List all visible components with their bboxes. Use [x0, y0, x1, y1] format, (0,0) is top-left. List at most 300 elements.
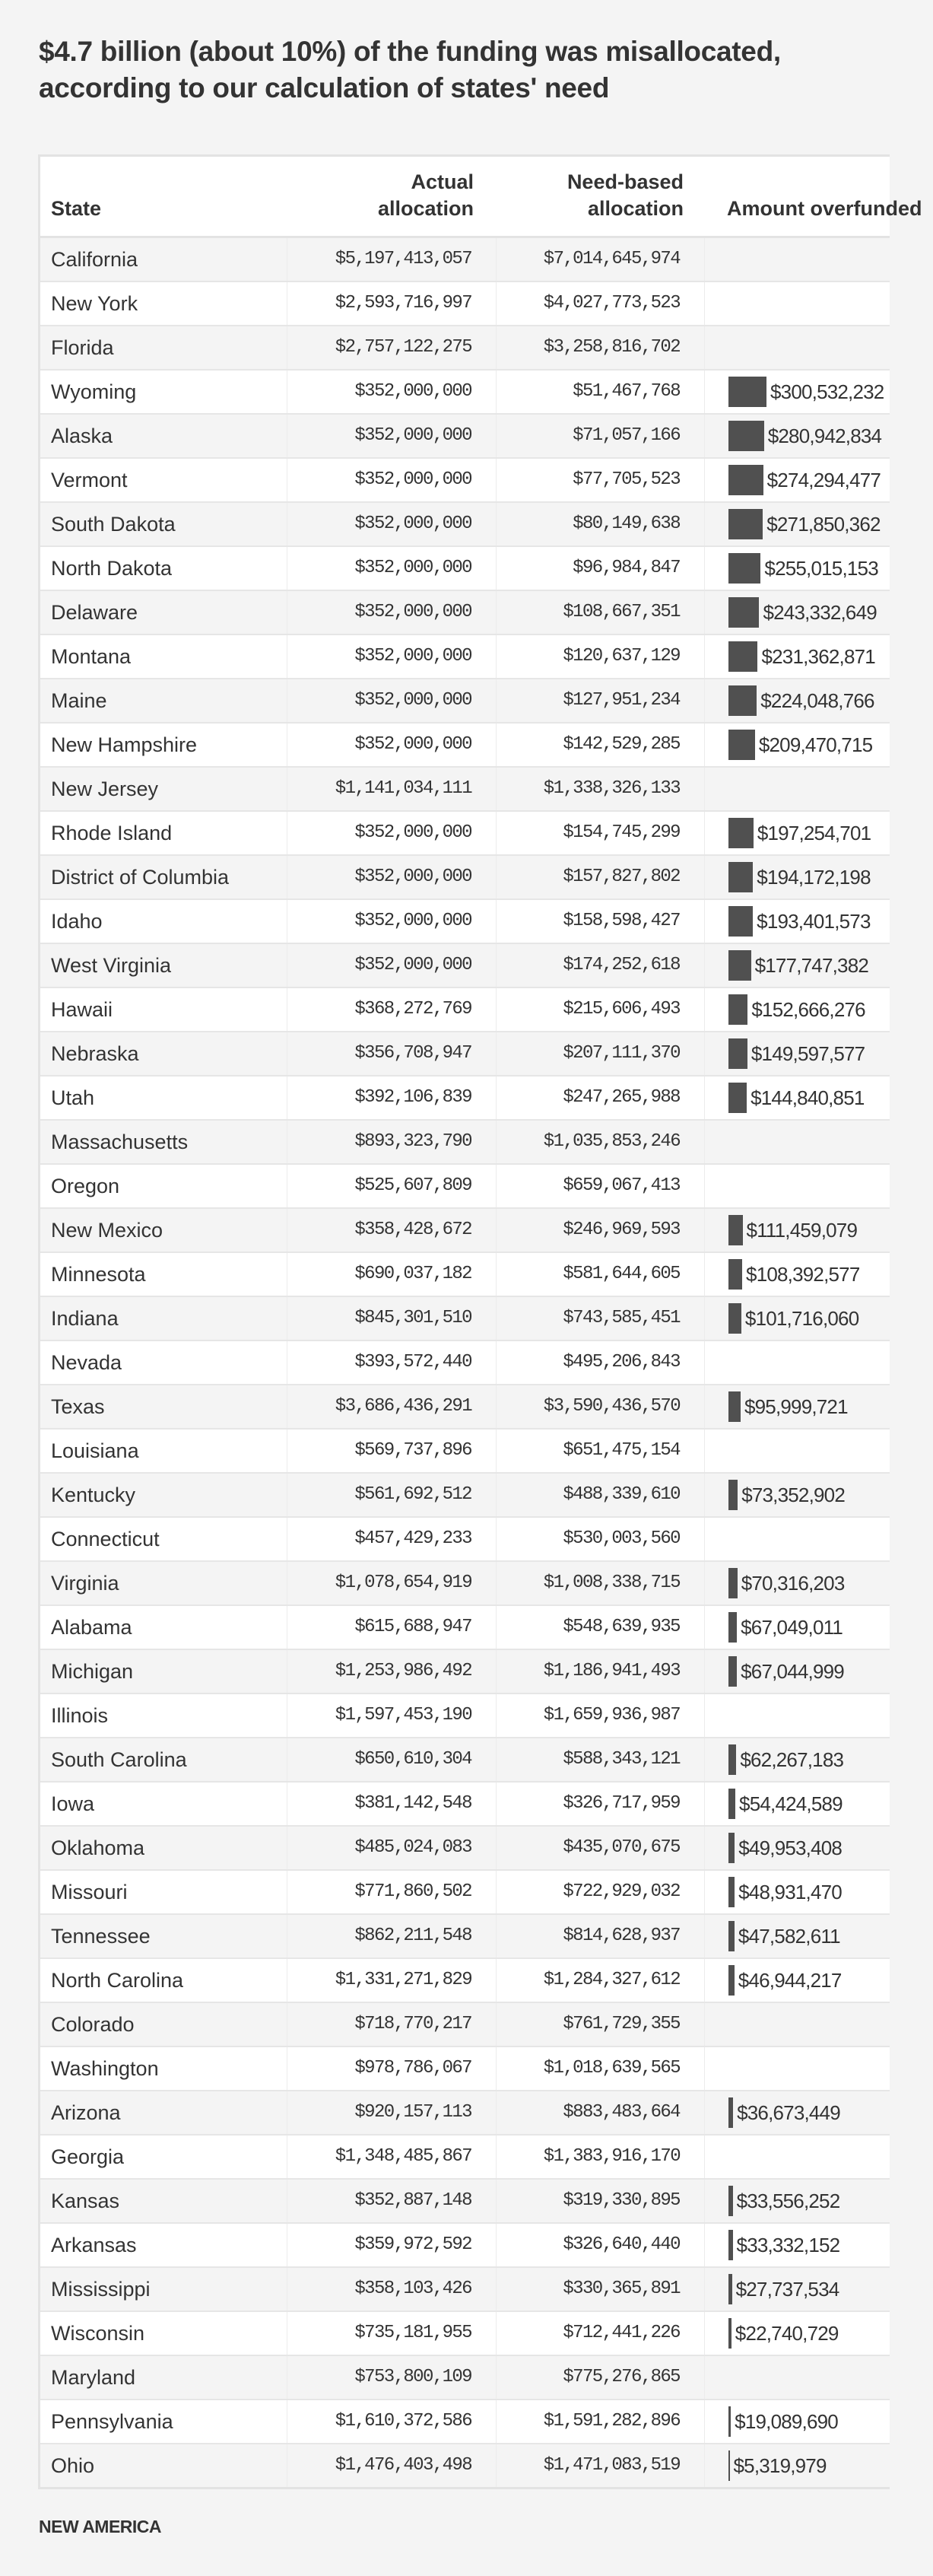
cell-need-based-allocation: $435,070,675: [497, 1827, 705, 1869]
table-row: [40, 2091, 890, 2136]
cell-actual-allocation: $352,887,148: [287, 2180, 497, 2222]
cell-actual-allocation: $690,037,182: [287, 1253, 497, 1296]
overfunded-value-label: $271,850,362: [766, 513, 881, 536]
table-header: [40, 157, 922, 238]
cell-state: Kansas: [40, 2180, 287, 2222]
overfunded-value-label: $224,048,766: [760, 689, 874, 712]
cell-need-based-allocation: $488,339,610: [497, 1474, 705, 1516]
overfunded-bar: [728, 1656, 737, 1687]
table-row: [40, 2180, 890, 2224]
column-header-actual-allocation[interactable]: [378, 169, 474, 222]
cell-need-based-allocation: $326,640,440: [497, 2224, 705, 2266]
cell-actual-allocation: $615,688,947: [287, 1606, 497, 1649]
overfunded-bar: [728, 1038, 747, 1069]
cell-need-based-allocation: $319,330,895: [497, 2180, 705, 2222]
overfunded-value-label: $177,747,382: [754, 954, 869, 977]
overfunded-value-label: $280,942,834: [767, 425, 882, 447]
cell-actual-allocation: $352,000,000: [287, 415, 497, 457]
overfunded-value-label: $111,459,079: [746, 1219, 858, 1242]
table-row: [40, 2003, 890, 2047]
cell-state: Illinois: [40, 1694, 287, 1737]
cell-need-based-allocation: $743,585,451: [497, 1297, 705, 1340]
cell-state: Pennsylvania: [40, 2400, 287, 2443]
cell-amount-overfunded: [705, 812, 933, 854]
cell-need-based-allocation: $1,008,338,715: [497, 1562, 705, 1604]
overfunded-bar: [728, 950, 751, 981]
cell-state: New Hampshire: [40, 724, 287, 766]
cell-amount-overfunded: [705, 2400, 933, 2443]
allocation-table: [38, 154, 922, 2489]
overfunded-value-label: $108,392,577: [746, 1263, 860, 1286]
table-row: [40, 2224, 890, 2268]
cell-state: Connecticut: [40, 1518, 287, 1560]
cell-state: Washington: [40, 2047, 287, 2090]
table-row: [40, 1562, 890, 1606]
cell-actual-allocation: $735,181,955: [287, 2312, 497, 2355]
cell-actual-allocation: $569,737,896: [287, 1430, 497, 1472]
column-header-actual-line1: Actual: [411, 170, 474, 193]
overfunded-value-label: $231,362,871: [761, 645, 875, 668]
cell-amount-overfunded: [705, 1385, 933, 1428]
cell-amount-overfunded: [705, 2312, 933, 2355]
overfunded-value-label: $149,597,577: [751, 1042, 865, 1065]
cell-state: Missouri: [40, 1871, 287, 1913]
cell-need-based-allocation: $330,365,891: [497, 2268, 705, 2310]
cell-amount-overfunded: [705, 2268, 933, 2310]
overfunded-value-label: $95,999,721: [744, 1395, 848, 1418]
overfunded-bar: [728, 1083, 747, 1113]
overfunded-bar: [728, 2097, 733, 2128]
cell-amount-overfunded: [705, 1650, 933, 1693]
cell-actual-allocation: $358,428,672: [287, 1209, 497, 1251]
cell-amount-overfunded: [705, 370, 933, 413]
overfunded-value-label: $27,737,534: [735, 2278, 839, 2301]
cell-amount-overfunded: [705, 238, 933, 281]
column-header-need-line2: allocation: [587, 197, 684, 220]
cell-amount-overfunded: [705, 1783, 933, 1825]
cell-state: Oklahoma: [40, 1827, 287, 1869]
cell-need-based-allocation: $215,606,493: [497, 988, 705, 1031]
cell-amount-overfunded: [705, 1430, 933, 1472]
cell-need-based-allocation: $246,969,593: [497, 1209, 705, 1251]
chart-title: $4.7 billion (about 10%) of the funding was misallocated, according to our calculation of states' need: [39, 36, 781, 103]
cell-need-based-allocation: $581,644,605: [497, 1253, 705, 1296]
overfunded-value-label: $47,582,611: [738, 1925, 840, 1948]
cell-state: Louisiana: [40, 1430, 287, 1472]
table-row: [40, 768, 890, 812]
table-row: [40, 2268, 890, 2312]
cell-need-based-allocation: $174,252,618: [497, 944, 705, 987]
table-row: [40, 635, 890, 679]
cell-state: Nevada: [40, 1341, 287, 1384]
cell-state: Oregon: [40, 1165, 287, 1207]
cell-amount-overfunded: [705, 415, 933, 457]
overfunded-bar: [728, 1877, 735, 1907]
cell-amount-overfunded: [705, 1606, 933, 1649]
overfunded-value-label: $300,532,232: [770, 380, 884, 403]
cell-actual-allocation: $368,272,769: [287, 988, 497, 1031]
cell-need-based-allocation: $1,383,916,170: [497, 2136, 705, 2178]
cell-state: New York: [40, 282, 287, 325]
cell-actual-allocation: $392,106,839: [287, 1077, 497, 1119]
cell-amount-overfunded: [705, 1827, 933, 1869]
cell-state: Arkansas: [40, 2224, 287, 2266]
cell-actual-allocation: $352,000,000: [287, 591, 497, 634]
cell-amount-overfunded: [705, 326, 933, 369]
overfunded-bar: [728, 1744, 736, 1775]
cell-actual-allocation: $356,708,947: [287, 1032, 497, 1075]
table-row: [40, 547, 890, 591]
cell-need-based-allocation: $207,111,370: [497, 1032, 705, 1075]
table-row: [40, 1959, 890, 2003]
cell-need-based-allocation: $1,284,327,612: [497, 1959, 705, 2002]
cell-need-based-allocation: $120,637,129: [497, 635, 705, 678]
overfunded-bar: [728, 421, 764, 451]
cell-actual-allocation: $862,211,548: [287, 1915, 497, 1957]
overfunded-bar: [728, 2450, 730, 2481]
overfunded-bar: [728, 1921, 735, 1951]
table-row: [40, 1738, 890, 1783]
table-row: [40, 1871, 890, 1915]
cell-need-based-allocation: $142,529,285: [497, 724, 705, 766]
cell-need-based-allocation: $3,590,436,570: [497, 1385, 705, 1428]
cell-state: Delaware: [40, 591, 287, 634]
cell-need-based-allocation: $548,639,935: [497, 1606, 705, 1649]
table-row: [40, 591, 890, 635]
overfunded-value-label: $49,953,408: [738, 1837, 843, 1859]
cell-actual-allocation: $2,593,716,997: [287, 282, 497, 325]
cell-amount-overfunded: [705, 1341, 933, 1384]
overfunded-bar: [728, 2318, 731, 2349]
cell-amount-overfunded: [705, 1518, 933, 1560]
cell-state: Tennessee: [40, 1915, 287, 1957]
table-row: [40, 812, 890, 856]
cell-actual-allocation: $359,972,592: [287, 2224, 497, 2266]
overfunded-bar: [728, 641, 757, 672]
table-row: [40, 944, 890, 988]
cell-state: California: [40, 238, 287, 281]
overfunded-value-label: $152,666,276: [751, 998, 865, 1021]
cell-amount-overfunded: [705, 2224, 933, 2266]
table-row: [40, 1650, 890, 1694]
cell-amount-overfunded: [705, 503, 933, 545]
table-row: [40, 1518, 890, 1562]
cell-actual-allocation: $352,000,000: [287, 679, 497, 722]
cell-amount-overfunded: [705, 2047, 933, 2090]
table-row: [40, 2312, 890, 2356]
cell-need-based-allocation: $96,984,847: [497, 547, 705, 590]
table-row: [40, 503, 890, 547]
cell-amount-overfunded: [705, 2091, 933, 2134]
cell-need-based-allocation: $154,745,299: [497, 812, 705, 854]
table-row: [40, 1032, 890, 1077]
column-header-over-label: Amount overfunded: [727, 197, 922, 220]
cell-need-based-allocation: $1,338,326,133: [497, 768, 705, 810]
cell-amount-overfunded: [705, 1915, 933, 1957]
table-row: [40, 370, 890, 415]
cell-actual-allocation: $3,686,436,291: [287, 1385, 497, 1428]
overfunded-value-label: $243,332,649: [763, 601, 877, 624]
cell-actual-allocation: $381,142,548: [287, 1783, 497, 1825]
table-row: [40, 1606, 890, 1650]
column-header-state-label: State: [51, 197, 102, 220]
cell-need-based-allocation: $326,717,959: [497, 1783, 705, 1825]
overfunded-value-label: $33,556,252: [736, 2190, 840, 2212]
cell-amount-overfunded: [705, 1165, 933, 1207]
cell-state: Minnesota: [40, 1253, 287, 1296]
cell-state: Kentucky: [40, 1474, 287, 1516]
table-row: [40, 2136, 890, 2180]
column-header-need-based-allocation[interactable]: [567, 169, 684, 222]
overfunded-bar: [728, 1789, 735, 1819]
cell-amount-overfunded: [705, 635, 933, 678]
overfunded-value-label: $144,840,851: [751, 1086, 865, 1109]
table-row: [40, 1165, 890, 1209]
cell-amount-overfunded: [705, 1959, 933, 2002]
cell-actual-allocation: $978,786,067: [287, 2047, 497, 2090]
table-row: [40, 1209, 890, 1253]
table-row: [40, 856, 890, 900]
cell-state: New Mexico: [40, 1209, 287, 1251]
cell-need-based-allocation: $157,827,802: [497, 856, 705, 898]
cell-state: Texas: [40, 1385, 287, 1428]
cell-actual-allocation: $352,000,000: [287, 856, 497, 898]
cell-amount-overfunded: [705, 282, 933, 325]
cell-amount-overfunded: [705, 679, 933, 722]
cell-actual-allocation: $1,610,372,586: [287, 2400, 497, 2443]
cell-actual-allocation: $1,078,654,919: [287, 1562, 497, 1604]
brand-logo: NEW AMERICA: [39, 2517, 162, 2536]
cell-state: Iowa: [40, 1783, 287, 1825]
cell-state: Hawaii: [40, 988, 287, 1031]
table-row: [40, 2400, 890, 2444]
overfunded-bar: [728, 906, 753, 937]
cell-state: District of Columbia: [40, 856, 287, 898]
cell-need-based-allocation: $3,258,816,702: [497, 326, 705, 369]
cell-actual-allocation: $352,000,000: [287, 370, 497, 413]
cell-actual-allocation: $1,597,453,190: [287, 1694, 497, 1737]
cell-state: Idaho: [40, 900, 287, 943]
cell-actual-allocation: $893,323,790: [287, 1121, 497, 1163]
cell-need-based-allocation: $659,067,413: [497, 1165, 705, 1207]
overfunded-value-label: $22,740,729: [735, 2322, 839, 2345]
cell-need-based-allocation: $7,014,645,974: [497, 238, 705, 281]
cell-state: Alaska: [40, 415, 287, 457]
cell-actual-allocation: $352,000,000: [287, 547, 497, 590]
table-row: [40, 1827, 890, 1871]
cell-state: Georgia: [40, 2136, 287, 2178]
table-row: [40, 1385, 890, 1430]
overfunded-value-label: $193,401,573: [757, 910, 871, 933]
overfunded-bar: [728, 1568, 738, 1598]
overfunded-bar: [728, 1215, 743, 1245]
cell-state: Vermont: [40, 459, 287, 501]
cell-state: Indiana: [40, 1297, 287, 1340]
overfunded-bar: [728, 465, 763, 495]
overfunded-bar: [728, 1480, 738, 1510]
cell-need-based-allocation: $158,598,427: [497, 900, 705, 943]
overfunded-value-label: $36,673,449: [737, 2101, 840, 2124]
table-row: [40, 1121, 890, 1165]
cell-need-based-allocation: $814,628,937: [497, 1915, 705, 1957]
cell-state: Utah: [40, 1077, 287, 1119]
overfunded-bar: [728, 1303, 741, 1334]
cell-actual-allocation: $845,301,510: [287, 1297, 497, 1340]
cell-actual-allocation: $718,770,217: [287, 2003, 497, 2046]
cell-need-based-allocation: $722,929,032: [497, 1871, 705, 1913]
table-row: [40, 1694, 890, 1738]
cell-amount-overfunded: [705, 591, 933, 634]
cell-need-based-allocation: $80,149,638: [497, 503, 705, 545]
overfunded-value-label: $46,944,217: [738, 1969, 842, 1992]
cell-need-based-allocation: $127,951,234: [497, 679, 705, 722]
cell-state: Maine: [40, 679, 287, 722]
overfunded-bar: [728, 2274, 732, 2304]
cell-amount-overfunded: [705, 1474, 933, 1516]
overfunded-value-label: $274,294,477: [766, 469, 881, 491]
cell-state: South Carolina: [40, 1738, 287, 1781]
overfunded-bar: [728, 818, 754, 848]
cell-actual-allocation: $5,197,413,057: [287, 238, 497, 281]
cell-amount-overfunded: [705, 1562, 933, 1604]
cell-need-based-allocation: $1,591,282,896: [497, 2400, 705, 2443]
cell-actual-allocation: $352,000,000: [287, 724, 497, 766]
cell-need-based-allocation: $1,471,083,519: [497, 2444, 705, 2487]
cell-amount-overfunded: [705, 988, 933, 1031]
cell-amount-overfunded: [705, 2444, 933, 2487]
cell-need-based-allocation: $883,483,664: [497, 2091, 705, 2134]
cell-amount-overfunded: [705, 1121, 933, 1163]
cell-actual-allocation: $525,607,809: [287, 1165, 497, 1207]
cell-actual-allocation: $771,860,502: [287, 1871, 497, 1913]
overfunded-bar: [728, 1833, 735, 1863]
cell-amount-overfunded: [705, 2136, 933, 2178]
table-row: [40, 988, 890, 1032]
overfunded-bar: [728, 730, 755, 760]
table-row: [40, 1297, 890, 1341]
cell-need-based-allocation: $530,003,560: [497, 1518, 705, 1560]
overfunded-value-label: $67,049,011: [741, 1616, 843, 1639]
overfunded-value-label: $19,089,690: [735, 2410, 838, 2433]
overfunded-bar: [728, 1965, 735, 1996]
cell-amount-overfunded: [705, 856, 933, 898]
table-row: [40, 282, 890, 326]
overfunded-bar: [728, 1391, 741, 1422]
cell-actual-allocation: $352,000,000: [287, 812, 497, 854]
table-row: [40, 1253, 890, 1297]
cell-need-based-allocation: $4,027,773,523: [497, 282, 705, 325]
cell-state: Montana: [40, 635, 287, 678]
overfunded-value-label: $209,470,715: [758, 733, 873, 756]
overfunded-value-label: $48,931,470: [738, 1881, 842, 1903]
cell-state: New Jersey: [40, 768, 287, 810]
table-row: [40, 459, 890, 503]
cell-state: West Virginia: [40, 944, 287, 987]
cell-actual-allocation: $1,331,271,829: [287, 1959, 497, 2002]
cell-actual-allocation: $352,000,000: [287, 900, 497, 943]
overfunded-bar: [728, 2186, 733, 2216]
cell-amount-overfunded: [705, 1694, 933, 1737]
overfunded-bar: [728, 597, 759, 628]
column-header-actual-line2: allocation: [377, 197, 474, 220]
cell-state: Wyoming: [40, 370, 287, 413]
cell-need-based-allocation: $108,667,351: [497, 591, 705, 634]
column-header-amount-overfunded[interactable]: [727, 196, 922, 222]
overfunded-value-label: $101,716,060: [744, 1307, 859, 1330]
cell-state: Virginia: [40, 1562, 287, 1604]
table-row: [40, 1474, 890, 1518]
cell-actual-allocation: $352,000,000: [287, 944, 497, 987]
cell-state: Rhode Island: [40, 812, 287, 854]
cell-amount-overfunded: [705, 768, 933, 810]
overfunded-bar: [728, 1259, 742, 1290]
cell-need-based-allocation: $775,276,865: [497, 2356, 705, 2399]
overfunded-bar: [728, 2406, 731, 2437]
overfunded-value-label: $33,332,152: [736, 2234, 840, 2256]
cell-actual-allocation: $1,253,986,492: [287, 1650, 497, 1693]
table-row: [40, 724, 890, 768]
cell-state: Alabama: [40, 1606, 287, 1649]
cell-actual-allocation: $393,572,440: [287, 1341, 497, 1384]
cell-actual-allocation: $561,692,512: [287, 1474, 497, 1516]
cell-state: Arizona: [40, 2091, 287, 2134]
cell-actual-allocation: $358,103,426: [287, 2268, 497, 2310]
cell-state: South Dakota: [40, 503, 287, 545]
cell-amount-overfunded: [705, 900, 933, 943]
cell-need-based-allocation: $712,441,226: [497, 2312, 705, 2355]
cell-amount-overfunded: [705, 1738, 933, 1781]
overfunded-bar: [728, 1612, 737, 1643]
overfunded-value-label: $62,267,183: [740, 1748, 844, 1771]
cell-state: Ohio: [40, 2444, 287, 2487]
table-row: [40, 2047, 890, 2091]
table-row: [40, 326, 890, 370]
cell-actual-allocation: $457,429,233: [287, 1518, 497, 1560]
table-row: [40, 1077, 890, 1121]
cell-actual-allocation: $352,000,000: [287, 503, 497, 545]
cell-state: Maryland: [40, 2356, 287, 2399]
overfunded-bar: [728, 553, 760, 584]
cell-need-based-allocation: $247,265,988: [497, 1077, 705, 1119]
column-header-need-line1: Need-based: [566, 170, 684, 193]
cell-state: Massachusetts: [40, 1121, 287, 1163]
table-row: [40, 679, 890, 724]
cell-need-based-allocation: $651,475,154: [497, 1430, 705, 1472]
cell-actual-allocation: $753,800,109: [287, 2356, 497, 2399]
cell-amount-overfunded: [705, 1253, 933, 1296]
cell-actual-allocation: $650,610,304: [287, 1738, 497, 1781]
overfunded-bar: [728, 862, 753, 892]
cell-state: Wisconsin: [40, 2312, 287, 2355]
cell-need-based-allocation: $1,659,936,987: [497, 1694, 705, 1737]
overfunded-value-label: $67,044,999: [741, 1660, 844, 1683]
cell-actual-allocation: $352,000,000: [287, 459, 497, 501]
cell-actual-allocation: $1,348,485,867: [287, 2136, 497, 2178]
table-row: [40, 238, 890, 282]
table-row: [40, 1783, 890, 1827]
column-header-state[interactable]: [51, 196, 101, 222]
overfunded-value-label: $70,316,203: [741, 1572, 845, 1595]
cell-need-based-allocation: $51,467,768: [497, 370, 705, 413]
overfunded-bar: [728, 685, 757, 716]
overfunded-bar: [728, 509, 763, 539]
table-row: [40, 2444, 890, 2487]
overfunded-value-label: $73,352,902: [741, 1484, 845, 1506]
cell-amount-overfunded: [705, 2003, 933, 2046]
cell-amount-overfunded: [705, 547, 933, 590]
cell-amount-overfunded: [705, 1032, 933, 1075]
table-row: [40, 1341, 890, 1385]
